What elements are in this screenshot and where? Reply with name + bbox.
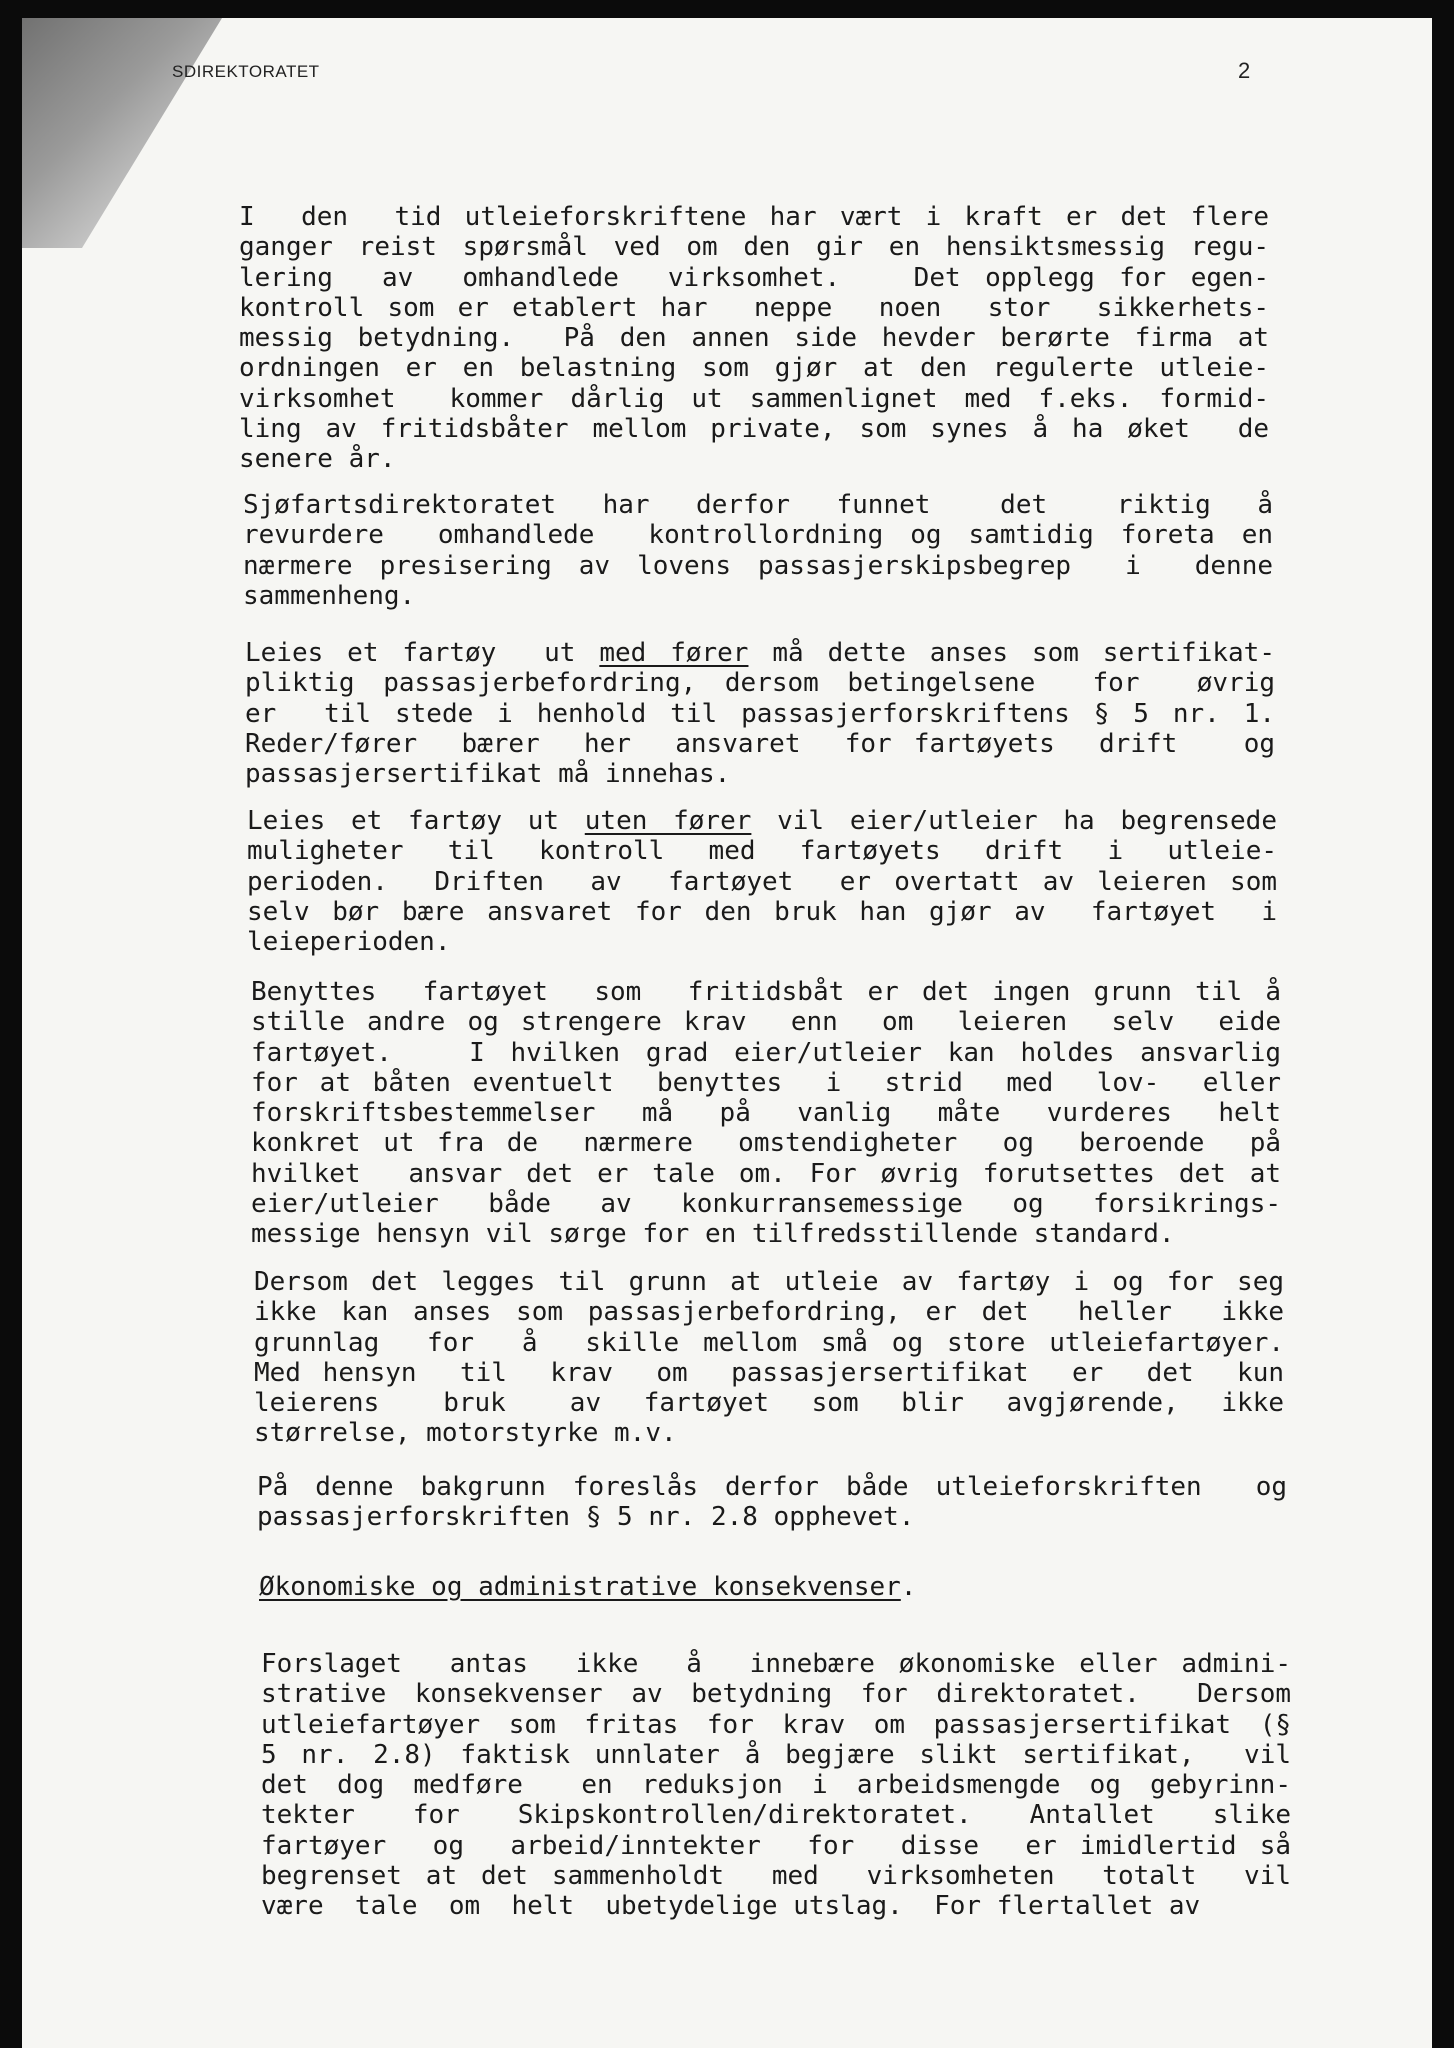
- paragraph-size: [254, 1267, 1284, 1449]
- text-line: messig betydning. På den annen side hevder berørte firma at: [239, 323, 1269, 354]
- text-line: utleiefartøyer som fritas for krav om passasjersertifikat (§: [261, 1709, 1291, 1740]
- paragraph-proposal: [257, 1472, 1287, 1533]
- text-line: konkret ut fra de nærmere omstendigheter og beroende på: [251, 1128, 1281, 1159]
- letterhead-org: SDIREKTORATET: [172, 62, 320, 81]
- paragraph-consequences: [261, 1649, 1291, 1922]
- text-line: fartøyer og arbeid/inntekter for disse er imidlertid så: [261, 1830, 1291, 1861]
- paragraph-revision: [243, 490, 1273, 611]
- text-line: grunnlag for å skille mellom små og store utleiefartøyer.: [254, 1327, 1284, 1358]
- paragraph-without-operator: [247, 806, 1277, 957]
- text-line: muligheter til kontroll med fartøyets drift i utleie-: [247, 836, 1277, 867]
- text-line: for at båten eventuelt benyttes i strid med lov- eller: [251, 1067, 1281, 1098]
- paragraph-with-operator: [245, 638, 1275, 789]
- page-number: 2: [1238, 58, 1251, 83]
- text-line: sammenheng.: [243, 580, 416, 611]
- text-line: I den tid utleieforskriftene har vært i kraft er det flere: [239, 202, 1269, 232]
- text-line: hvilket ansvar det er tale om. For øvrig forutsettes det at: [251, 1158, 1281, 1189]
- paragraph-leisure-use: [251, 977, 1281, 1250]
- text-line: leieperioden.: [247, 927, 451, 958]
- text-line: Benyttes fartøyet som fritidsbåt er det ingen grunn til å: [251, 977, 1281, 1007]
- text-line: senere år.: [239, 444, 396, 475]
- text-segment: Leies et fartøy ut: [245, 638, 600, 668]
- underlined-text: Økonomiske og administrative konsekvenser: [259, 1572, 901, 1602]
- text-line: være tale om helt ubetydelige utslag. For flertallet av: [261, 1891, 1201, 1922]
- text-line: fartøyet. I hvilken grad eier/utleier kan holdes ansvarlig: [251, 1037, 1281, 1068]
- text-segment: Leies et fartøy ut: [247, 806, 585, 836]
- text-line: passasjerforskriften § 5 nr. 2.8 opphevet.: [257, 1502, 915, 1533]
- underlined-text: med fører: [599, 638, 749, 668]
- text-line: På denne bakgrunn foreslås derfor både utleieforskriften og: [257, 1472, 1287, 1502]
- text-line: tekter for Skipskontrollen/direktoratet. Antallet slike: [261, 1800, 1291, 1831]
- text-line: 5 nr. 2.8) faktisk unnlater å begjære slikt sertifikat, vil: [261, 1739, 1291, 1770]
- text-line: kontroll som er etablert har neppe noen stor sikkerhets-: [239, 292, 1269, 323]
- text-line: er til stede i henhold til passasjerforskriftens § 5 nr. 1.: [245, 698, 1275, 729]
- text-segment: må dette anses som sertifikat-: [748, 638, 1275, 668]
- text-segment: vil eier/utleier ha begrensede: [751, 806, 1277, 836]
- text-line: messige hensyn vil sørge for en tilfredsstillende standard.: [251, 1219, 1175, 1250]
- text-line: stille andre og strengere krav enn om leieren selv eide: [251, 1007, 1281, 1038]
- text-line: lering av omhandlede virksomhet. Det opplegg for egen-: [239, 262, 1269, 293]
- text-line: ganger reist spørsmål ved om den gir en hensiktsmessig regu-: [239, 232, 1269, 263]
- section-heading-consequences: [259, 1572, 1289, 1602]
- paragraph-intro: [239, 202, 1269, 475]
- text-line: Forslaget antas ikke å innebære økonomiske eller admini-: [261, 1649, 1291, 1679]
- text-line: passasjersertifikat må innehas.: [245, 759, 731, 790]
- text-line: ikke kan anses som passasjerbefordring, er det heller ikke: [254, 1297, 1284, 1328]
- underlined-text: uten fører: [584, 806, 752, 836]
- text-line: leierens bruk av fartøyet som blir avgjørende, ikke: [254, 1388, 1284, 1419]
- text-line: eier/utleier både av konkurransemessige og forsikrings-: [251, 1189, 1281, 1220]
- text-line: Reder/fører bærer her ansvaret for fartøyets drift og: [245, 728, 1275, 759]
- text-line: [259, 1572, 1289, 1602]
- text-line: virksomhet kommer dårlig ut sammenlignet med f.eks. formid-: [239, 383, 1269, 414]
- text-line: ling av fritidsbåter mellom private, som synes å ha øket de: [239, 414, 1269, 445]
- text-line: [245, 638, 1275, 668]
- text-line: [247, 806, 1277, 836]
- text-line: størrelse, motorstyrke m.v.: [254, 1418, 677, 1449]
- text-line: selv bør bære ansvaret for den bruk han gjør av fartøyet i: [247, 896, 1277, 927]
- text-line: Dersom det legges til grunn at utleie av fartøy i og for seg: [254, 1267, 1284, 1297]
- text-line: begrenset at det sammenholdt med virksomheten totalt vil: [261, 1861, 1291, 1892]
- text-line: pliktig passasjerbefordring, dersom betingelsene for øvrig: [245, 668, 1275, 699]
- text-line: det dog medføre en reduksjon i arbeidsmengde og gebyrinn-: [261, 1770, 1291, 1801]
- text-line: Sjøfartsdirektoratet har derfor funnet det riktig å: [243, 490, 1273, 520]
- text-line: perioden. Driften av fartøyet er overtatt av leieren som: [247, 866, 1277, 897]
- text-line: nærmere presisering av lovens passasjerskipsbegrep i denne: [243, 550, 1273, 581]
- text-line: Med hensyn til krav om passasjersertifikat er det kun: [254, 1357, 1284, 1388]
- text-line: forskriftsbestemmelser må på vanlig måte vurderes helt: [251, 1098, 1281, 1129]
- text-segment: .: [900, 1572, 917, 1602]
- text-line: strative konsekvenser av betydning for direktoratet. Dersom: [261, 1679, 1291, 1710]
- text-line: revurdere omhandlede kontrollordning og samtidig foreta en: [243, 520, 1273, 551]
- text-line: ordningen er en belastning som gjør at den regulerte utleie-: [239, 353, 1269, 384]
